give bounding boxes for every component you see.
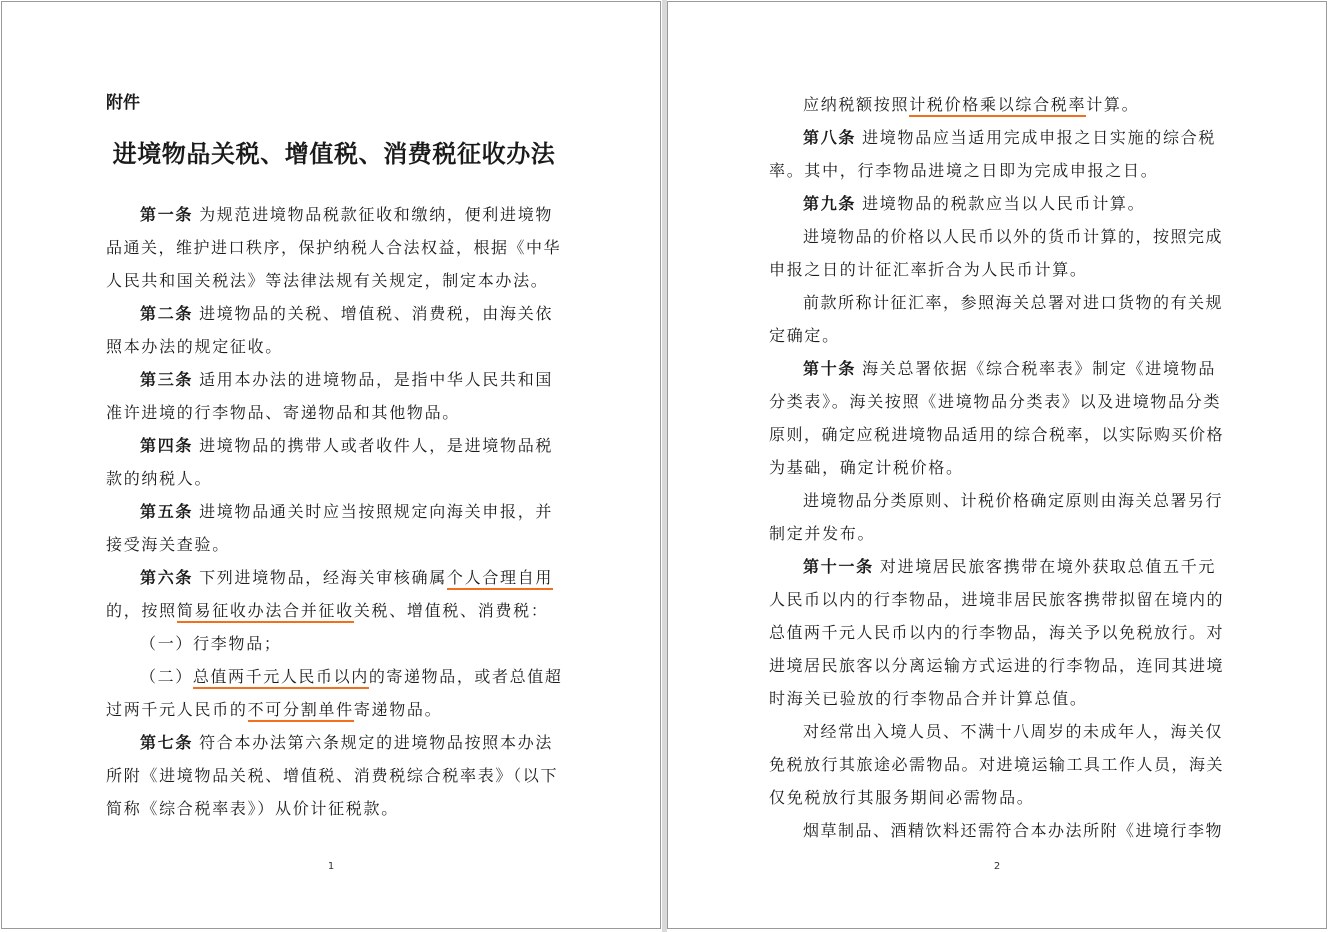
document-page-2 — [667, 1, 1327, 929]
article-10-line-4: 为基础，确定计税价格。 — [769, 458, 964, 477]
article-11-line-2: 人民币以内的行李物品，进境非居民旅客携带拟留在境内的 — [769, 590, 1224, 609]
article-3-label: 第三条 — [140, 370, 194, 389]
article-10-line-1: 第十条 海关总署依据《综合税率表》制定《进境物品 — [803, 359, 1217, 378]
article-10-line-2: 分类表》。海关按照《进境物品分类表》以及进境物品分类 — [769, 392, 1222, 411]
document-page-1 — [1, 1, 661, 929]
page-number: 1 — [327, 861, 335, 872]
article-11-para-2-line-2: 免税放行其旅途必需物品。对进境运输工具工作人员，海关 — [769, 755, 1224, 774]
article-8-line-1: 第八条 进境物品应当适用完成申报之日实施的综合税 — [803, 128, 1217, 147]
page-number: 2 — [993, 861, 1001, 872]
article-1-line-1: 第一条 为规范进境物品税款征收和缴纳，便利进境物 — [140, 205, 554, 224]
article-7-line-3: 简称《综合税率表》）从价计征税款。 — [106, 799, 399, 818]
highlight-underline: 总值两千元人民币以内 — [193, 667, 369, 689]
article-5-line-1: 第五条 进境物品通关时应当按照规定向海关申报，并 — [140, 502, 554, 521]
article-11-label: 第十一条 — [803, 557, 874, 576]
article-3-line-2: 准许进境的行李物品、寄递物品和其他物品。 — [106, 403, 461, 422]
article-9-line-1: 第九条 进境物品的税款应当以人民币计算。 — [803, 194, 1146, 213]
page-2-body — [769, 88, 1224, 847]
article-11-line-5: 时海关已验放的行李物品合并计算总值。 — [769, 689, 1088, 708]
article-10-para-2-line-2: 制定并发布。 — [769, 524, 876, 543]
article-11-para-2-line-1: 对经常出入境人员、不满十八周岁的未成年人，海关仅 — [803, 722, 1224, 741]
article-6-item-1: （一）行李物品； — [140, 634, 282, 653]
article-2-line-2: 照本办法的规定征收。 — [106, 337, 284, 356]
page-1-body — [106, 88, 562, 825]
article-7-line-2: 所附《进境物品关税、增值税、消费税综合税率表》（以下 — [106, 766, 559, 785]
article-8-label: 第八条 — [803, 128, 857, 147]
document-title: 进境物品关税、增值税、消费税征收办法 — [112, 139, 556, 168]
highlight-underline: 简易征收办法合并征收 — [177, 601, 354, 623]
article-6-line-1: 第六条 下列进境物品，经海关审核确属个人合理自用 — [106, 561, 562, 594]
article-7-label: 第七条 — [140, 733, 194, 752]
article-9-para-2-line-2: 申报之日的计征汇率折合为人民币计算。 — [769, 260, 1088, 279]
article-4-label: 第四条 — [140, 436, 194, 455]
article-7-line-1: 第七条 符合本办法第六条规定的进境物品按照本办法 — [140, 733, 554, 752]
article-11-para-3-line-1: 烟草制品、酒精饮料还需符合本办法所附《进境行李物 — [803, 821, 1224, 840]
article-6-line-2: 的，按照简易征收办法合并征收关税、增值税、消费税： — [106, 594, 562, 627]
article-11-para-2-line-3: 仅免税放行其服务期间必需物品。 — [769, 788, 1035, 807]
article-4-line-2: 款的纳税人。 — [106, 469, 213, 488]
article-6-item-2: （二）总值两千元人民币以内的寄递物品，或者总值超 — [106, 660, 562, 693]
article-11-line-3: 总值两千元人民币以内的行李物品，海关予以免税放行。对 — [769, 623, 1224, 642]
article-10-para-2-line-1: 进境物品分类原则、计税价格确定原则由海关总署另行 — [803, 491, 1224, 510]
article-5-label: 第五条 — [140, 502, 194, 521]
article-1-label: 第一条 — [140, 205, 194, 224]
article-6-label: 第六条 — [140, 568, 194, 587]
article-6-line-5: 过两千元人民币的不可分割单件寄递物品。 — [106, 693, 562, 726]
article-9-para-3-line-1: 前款所称计征汇率，参照海关总署对进口货物的有关规 — [803, 293, 1224, 312]
article-5-line-2: 接受海关查验。 — [106, 535, 230, 554]
article-11-line-1: 第十一条 对进境居民旅客携带在境外获取总值五千元 — [803, 557, 1217, 576]
article-11-line-4: 进境居民旅客以分离运输方式运进的行李物品，连同其进境 — [769, 656, 1224, 675]
highlight-underline: 计税价格乘以综合税率 — [909, 95, 1086, 117]
article-2-line-1: 第二条 进境物品的关税、增值税、消费税，由海关依 — [140, 304, 554, 323]
article-9-label: 第九条 — [803, 194, 857, 213]
attachment-heading: 附件 — [106, 93, 140, 113]
article-10-label: 第十条 — [803, 359, 857, 378]
highlight-underline: 不可分割单件 — [248, 700, 354, 722]
article-7-continuation: 应纳税额按照计税价格乘以综合税率计算。 — [769, 88, 1224, 121]
article-3-line-1: 第三条 适用本办法的进境物品，是指中华人民共和国 — [140, 370, 554, 389]
article-8-line-2: 率。其中，行李物品进境之日即为完成申报之日。 — [769, 161, 1159, 180]
article-10-line-3: 原则，确定应税进境物品适用的综合税率，以实际购买价格 — [769, 425, 1224, 444]
article-9-para-3-line-2: 定确定。 — [769, 326, 840, 345]
article-2-label: 第二条 — [140, 304, 194, 323]
article-4-line-1: 第四条 进境物品的携带人或者收件人，是进境物品税 — [140, 436, 554, 455]
article-1-line-3: 人民共和国关税法》等法律法规有关规定，制定本办法。 — [106, 271, 549, 290]
article-9-para-2-line-1: 进境物品的价格以人民币以外的货币计算的，按照完成 — [803, 227, 1224, 246]
highlight-underline: 个人合理自用 — [447, 568, 553, 590]
article-1-line-2: 品通关，维护进口秩序，保护纳税人合法权益，根据《中华 — [106, 238, 562, 257]
